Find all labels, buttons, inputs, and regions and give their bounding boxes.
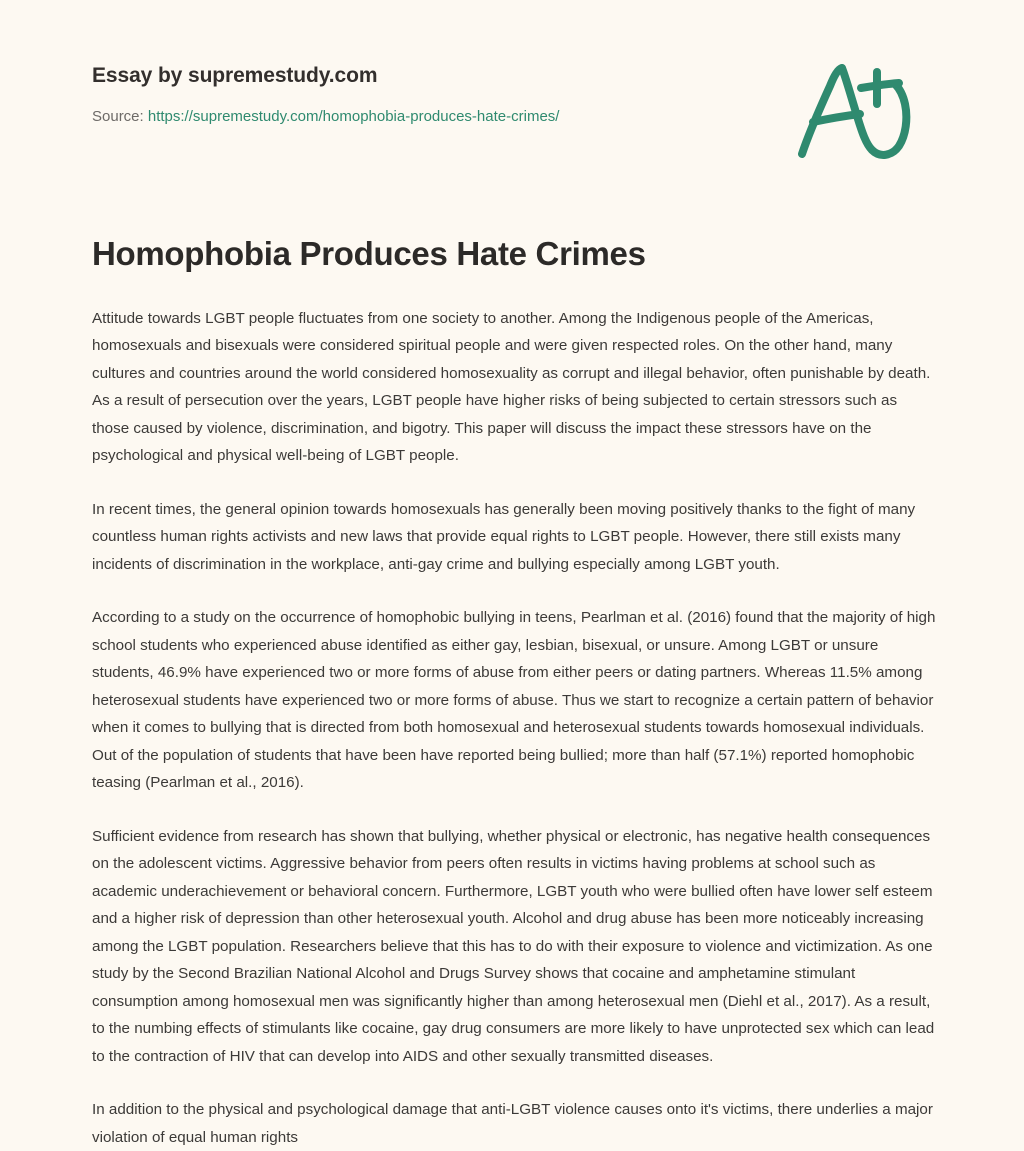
article-body [92, 275, 937, 1151]
source-url-link[interactable]: https://supremestudy.com/homophobia-produces-hate-crimes/ [147, 108, 560, 126]
source-label: Source: [92, 108, 144, 126]
document-header [92, 0, 932, 127]
a-plus-logo-icon [782, 56, 932, 166]
article-paragraph: According to a study on the occurrence of homophobic bullying in teens, Pearlman et al. (2016) found that the majority of high school students who experienced abuse identified as either gay, lesbian, bisexual, or unsure. Among LGBT or unsure students, 46.9% have experienced two or more forms of abuse from either peers or dating partners. Whereas 11.5% among heterosexual students have experienced two or more forms of abuse. Thus we start to recognize a certain pattern of behavior when it comes to bullying that is directed from both homosexual and heterosexual students towards homosexual individuals. Out of the population of students that have been have reported being bullied; more than half (57.1%) reported homophobic teasing (Pearlman et al., 2016). [92, 609, 936, 792]
brand-title: Essay by supremestudy.com [92, 64, 378, 87]
article-paragraph: Attitude towards LGBT people fluctuates from one society to another. Among the Indigenous people of the Americas, homosexuals and bisexuals were considered spiritual people and were given respected roles. On the other hand, many cultures and countries around the world considered homosexuality as corrupt and illegal behavior, often punishable by death. As a result of persecution over the years, LGBT people have higher risks of being subjected to certain stressors such as those caused by violence, discrimination, and bigotry. This paper will discuss the impact these stressors have on the psychological and physical well-being of LGBT people. [92, 309, 931, 465]
article-paragraph: In recent times, the general opinion towards homosexuals has generally been moving positively thanks to the fight of many countless human rights activists and new laws that provide equal rights to LGBT people. However, there still exists many incidents of discrimination in the workplace, anti-gay crime and bullying especially among LGBT youth. [92, 500, 916, 573]
page-title: Homophobia Produces Hate Crimes [92, 235, 646, 273]
article-paragraph: In addition to the physical and psychological damage that anti-LGBT violence causes onto it's victims, there underlies a major violation of equal human rights [92, 1101, 933, 1146]
article-paragraph: Sufficient evidence from research has shown that bullying, whether physical or electronic, has negative health consequences on the adolescent victims. Aggressive behavior from peers often results in victims having problems at school such as academic underachievement or behavioral concern. Furthermore, LGBT youth who were bullied often have lower self esteem and a higher risk of depression than other heterosexual youth. Alcohol and drug abuse has been more noticeably increasing among the LGBT population. Researchers believe that this has to do with their exposure to violence and victimization. As one study by the Second Brazilian National Alcohol and Drugs Survey shows that cocaine and amphetamine stimulant consumption among homosexual men was significantly higher than among heterosexual men (Diehl et al., 2017). As a result, to the numbing effects of stimulants like cocaine, gay drug consumers are more likely to have unprotected sex which can lead to the contraction of HIV that can develop into AIDS and other sexually transmitted diseases. [92, 827, 935, 1065]
